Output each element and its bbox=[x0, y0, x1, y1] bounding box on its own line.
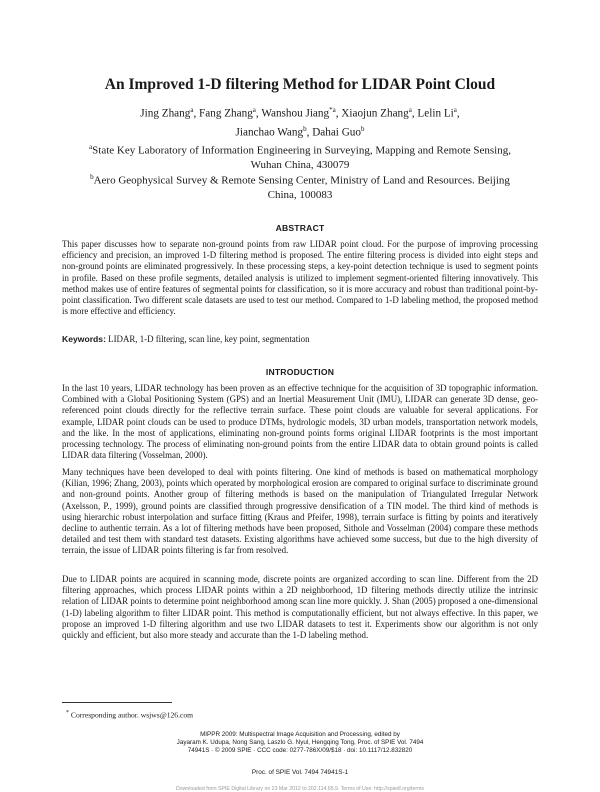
author-name: Dahai Guo bbox=[312, 126, 361, 139]
proceedings-line-2: Jayaram K. Udupa, Nong Sang, Laszlo G. Nyul, Hengqing Tong, Proc. of SPIE Vol. 7494 bbox=[176, 739, 424, 746]
introduction-paragraph-3: Due to LIDAR points are acquired in scanning mode, discrete points are organized according to scan line. Different from the 2D filtering approaches, which process LIDAR points within a 2D neighborhood, 1D filtering methods directly utilize the intrinsic relation of LIDAR points to determine point neighborhood among scan line more quickly. J. Shan (2005) proposed a one-dimensional (1-D) labeling algorithm to filter LIDAR point. This method is computationally efficient, but not always effective. In this paper, we propose an improved 1-D filtering algorithm and use two LIDAR datasets to test it. Experiments show our algorithm is not only quickly and efficient, but also more steady and accurate than the 1-D labeling method. bbox=[62, 574, 538, 641]
author-name: Xiaojun Zhang bbox=[341, 107, 409, 120]
author-affiliation-marker: b bbox=[303, 124, 307, 133]
keywords-text: LIDAR, 1-D filtering, scan line, key point, segmentation bbox=[108, 334, 310, 344]
download-notice: Downloaded from SPIE Digital Library on 23 Mar 2012 to 202.114.65.9. Terms of Use: http://spiedl.org/terms bbox=[175, 786, 425, 792]
author-name: Wanshou Jiang bbox=[261, 107, 330, 120]
introduction-heading: INTRODUCTION bbox=[265, 367, 335, 377]
affiliation-a bbox=[70, 140, 530, 172]
proceedings-info bbox=[0, 731, 600, 755]
author-affiliation-marker: a bbox=[408, 106, 412, 114]
author-affiliation-marker: *a bbox=[329, 106, 336, 114]
author-affiliation-marker: b bbox=[360, 124, 365, 133]
footnote-rule bbox=[62, 702, 172, 703]
proceedings-line-3: 74941S · © 2009 SPIE · CCC code: 0277-786X/09/$18 · doi: 10.1117/12.832820 bbox=[187, 747, 413, 754]
affiliation-b-line-1: Aero Geophysical Survey & Remote Sensing Center, Ministry of Land and Resources. Beijing bbox=[93, 174, 510, 187]
proceedings-line-1: MIPPR 2009: Multispectral Image Acquisition and Processing, edited by bbox=[200, 731, 400, 738]
abstract-text: This paper discusses how to separate non-ground points from raw LIDAR point cloud. For the purpose of improving processing efficiency and precision, an improved 1-D filtering method is proposed. The entire filtering process is divided into eight steps and non-ground points are eliminated progressively. In these processing steps, a key-point detection technique is used to segment points in profile. Based on these profile segments, detailed analysis is utilized to implement segment-oriented filtering innovatively. This method makes use of entire features of segmental points for classification, so it is more accuracy and robust than traditional point-by-point classification. Two different scale datasets are used to test our method. Compared to 1-D labeling method, the proposed method is more effective and efficiency. bbox=[62, 239, 538, 317]
author-name: Jianchao Wang bbox=[235, 126, 304, 139]
page-footer: Proc. of SPIE Vol. 7494 74941S-1 bbox=[251, 769, 349, 776]
author-affiliation-marker: a bbox=[252, 106, 256, 114]
footnote bbox=[66, 710, 193, 720]
author-list bbox=[60, 103, 540, 140]
author-affiliation-marker: a bbox=[453, 106, 457, 114]
affiliation-a-marker: a bbox=[89, 143, 93, 151]
affiliation-a-line-1: State Key Laboratory of Information Engineering in Surveying, Mapping and Remote Sensing, bbox=[92, 144, 511, 157]
affiliation-b bbox=[70, 170, 530, 202]
author-line-2: Jianchao Wang$^b$, Dahai Guo$^b$ bbox=[235, 124, 365, 139]
footnote-text: Corresponding author. wsjws@126.com bbox=[70, 710, 194, 720]
introduction-paragraph-2: Many techniques have been developed to deal with points filtering. One kind of methods is based on mathematical morphology (Kilian, 1996; Zhang, 2003), points which operated by morphological erosion are compared to original surface to discriminate ground and non-ground points. Another group of filtering methods is based on the manipulation of Triangulated Irregular Network (Axelsson, P., 1999), ground points are classified through progressive densification of a TIN model. The third kind of methods is using hierarchic robust interpolation and surface fitting (Kraus and Pfeifer, 1998), terrain surface is fitting by points and iteratively decline to authentic terrain. As a lot of filtering methods have been proposed, Sithole and Vosselman (2004) compare these methods detailed and test them with standard test datasets. Existing algorithms have achieved some success, but due to the high diversity of terrain, the issue of LIDAR points filtering is far from resolved. bbox=[62, 467, 538, 556]
paper-title: An Improved 1-D filtering Method for LIDAR Point Cloud bbox=[104, 76, 496, 93]
footnote-mark: * bbox=[66, 710, 69, 716]
affiliation-b-line-2: China, 100083 bbox=[267, 188, 333, 201]
affiliation-a-line-2: Wuhan China, 430079 bbox=[250, 158, 350, 171]
keywords bbox=[62, 334, 538, 344]
author-name: Jing Zhang bbox=[140, 107, 191, 120]
author-name: Fang Zhang bbox=[199, 107, 253, 120]
affiliation-b-marker: b bbox=[90, 173, 94, 181]
author-affiliation-marker: a bbox=[190, 106, 194, 114]
introduction-paragraph-1: In the last 10 years, LIDAR technology has been proven as an effective technique for the acquisition of 3D topographic information. Combined with a Global Positioning System (GPS) and an Inertial Measurement Unit (IMU), LIDAR can generate 3D dense, geo-referenced point clouds directly for the reflective terrain surface. These point clouds are valuable for several applications. For example, LIDAR point clouds can be used to produce DTMs, hydrologic models, 3D urban models, transportation network models, and the like. In the most of applications, eliminating non-ground points forms original LIDAR footprints is the most important processing technology. The process of eliminating non-ground points from the entire LIDAR data to obtain ground points is called LIDAR data filtering (Vosselman, 2000). bbox=[62, 383, 538, 461]
abstract-heading: ABSTRACT bbox=[275, 223, 325, 233]
author-line-1: Jing Zhang$^a$, Fang Zhang$^a$, Wanshou Jiang$^{*a}$, Xiaojun Zhang$^a$, Lelin Li$^a$, bbox=[140, 106, 460, 120]
keywords-label: Keywords: bbox=[62, 334, 106, 344]
author-name: Lelin Li bbox=[417, 107, 454, 120]
